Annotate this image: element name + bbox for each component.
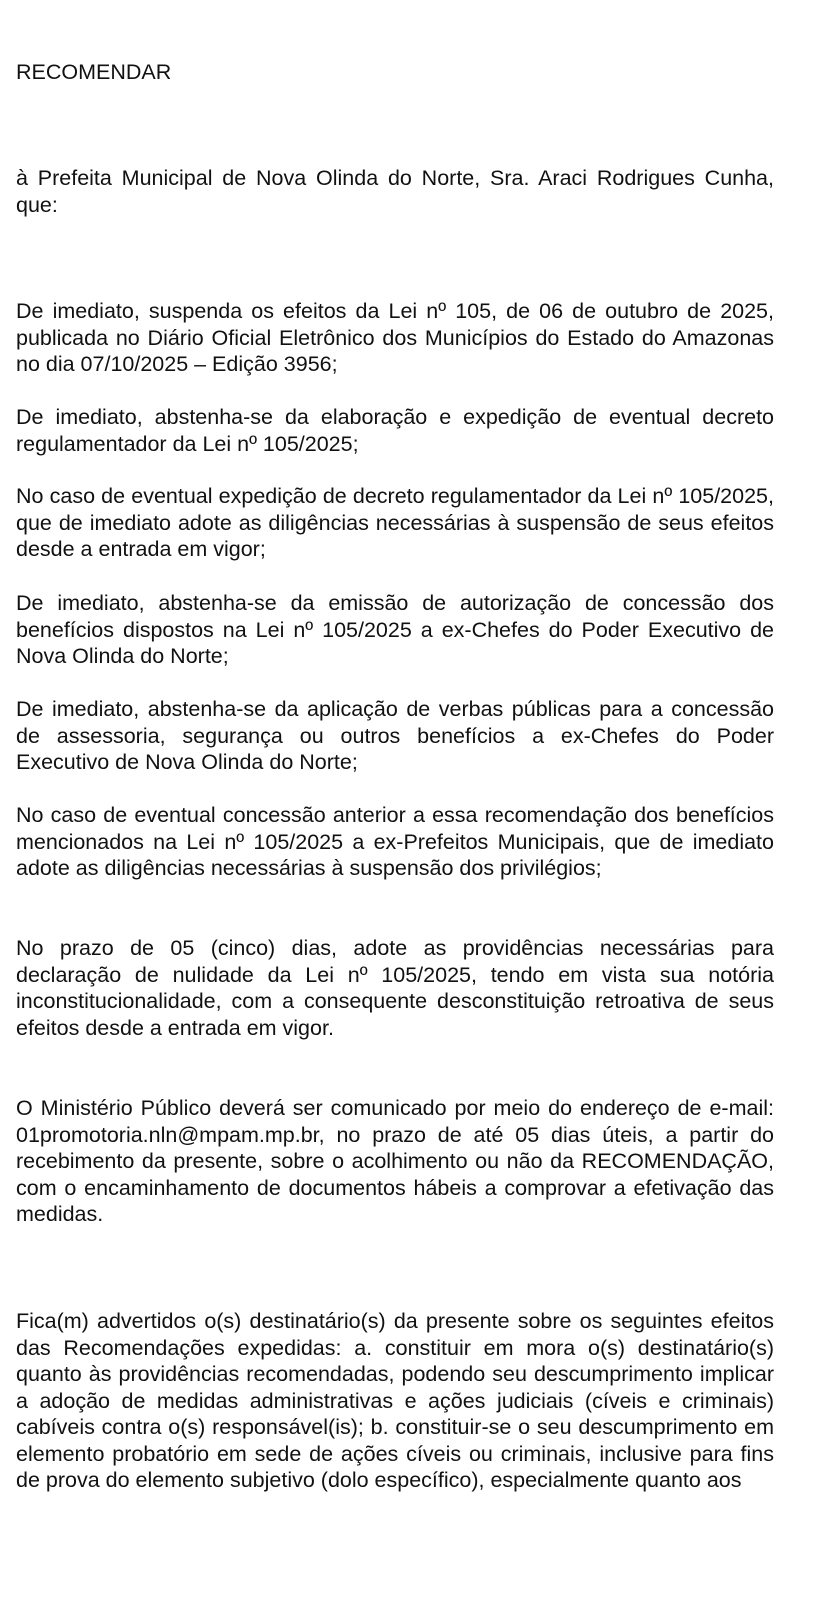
communication-paragraph: O Ministério Público deverá ser comunicado por meio do endereço de e-mail: 01promotoria.nln@mpam.mp.br, no prazo de até 05 dias úteis, a partir do recebimento da presente, sobre o acolhimento ou não da RECOMENDAÇÃO, com o encaminhamento de documentos hábeis a comprovar a efetivação das medidas. xyxy=(16,1096,774,1226)
recommendation-item-3: No caso de eventual expedição de decreto regulamentador da Lei nº 105/2025, que de imediato adote as diligências necessárias à suspensão de seus efeitos desde a entrada em vigor; xyxy=(16,484,774,561)
addressee-paragraph: à Prefeita Municipal de Nova Olinda do Norte, Sra. Araci Rodrigues Cunha, que: xyxy=(16,166,774,217)
recommendation-item-1: De imediato, suspenda os efeitos da Lei nº 105, de 06 de outubro de 2025, publicada no Diário Oficial Eletrônico dos Municípios do Estado do Amazonas no dia 07/10/2025 – Edição 3956; xyxy=(16,299,774,376)
recommendation-item-5: De imediato, abstenha-se da aplicação de verbas públicas para a concessão de assessoria, segurança ou outros benefícios a ex-Chefes do Poder Executivo de Nova Olinda do Norte; xyxy=(16,697,774,774)
recommendation-item-2: De imediato, abstenha-se da elaboração e expedição de eventual decreto regulamentador da Lei nº 105/2025; xyxy=(16,405,774,456)
warning-paragraph: Fica(m) advertidos o(s) destinatário(s) da presente sobre os seguintes efeitos das Recomendações expedidas: a. constituir em mora o(s) destinatário(s) quanto às providências recomendadas, podendo seu descumprimento implicar a adoção de medidas administrativas e ações judiciais (cíveis e criminais) cabíveis contra o(s) responsável(is); b. constituir-se o seu descumprimento em elemento probatório em sede de ações cíveis ou criminais, inclusive para fins de prova do elemento subjetivo (dolo específico), especialmente quanto aos xyxy=(16,1309,774,1492)
recommendation-item-7: No prazo de 05 (cinco) dias, adote as providências necessárias para declaração de nulidade da Lei nº 105/2025, tendo em vista sua notória inconstitucionalidade, com a consequente desconstituição retroativa de seus efeitos desde a entrada em vigor. xyxy=(16,936,774,1040)
document-heading: RECOMENDAR xyxy=(16,60,172,84)
recommendation-item-6: No caso de eventual concessão anterior a essa recomendação dos benefícios mencionados na Lei nº 105/2025 a ex-Prefeitos Municipais, que de imediato adote as diligências necessárias à suspensão dos privilégios; xyxy=(16,803,774,880)
recommendation-item-4: De imediato, abstenha-se da emissão de autorização de concessão dos benefícios dispostos na Lei nº 105/2025 a ex-Chefes do Poder Executivo de Nova Olinda do Norte; xyxy=(16,591,774,668)
